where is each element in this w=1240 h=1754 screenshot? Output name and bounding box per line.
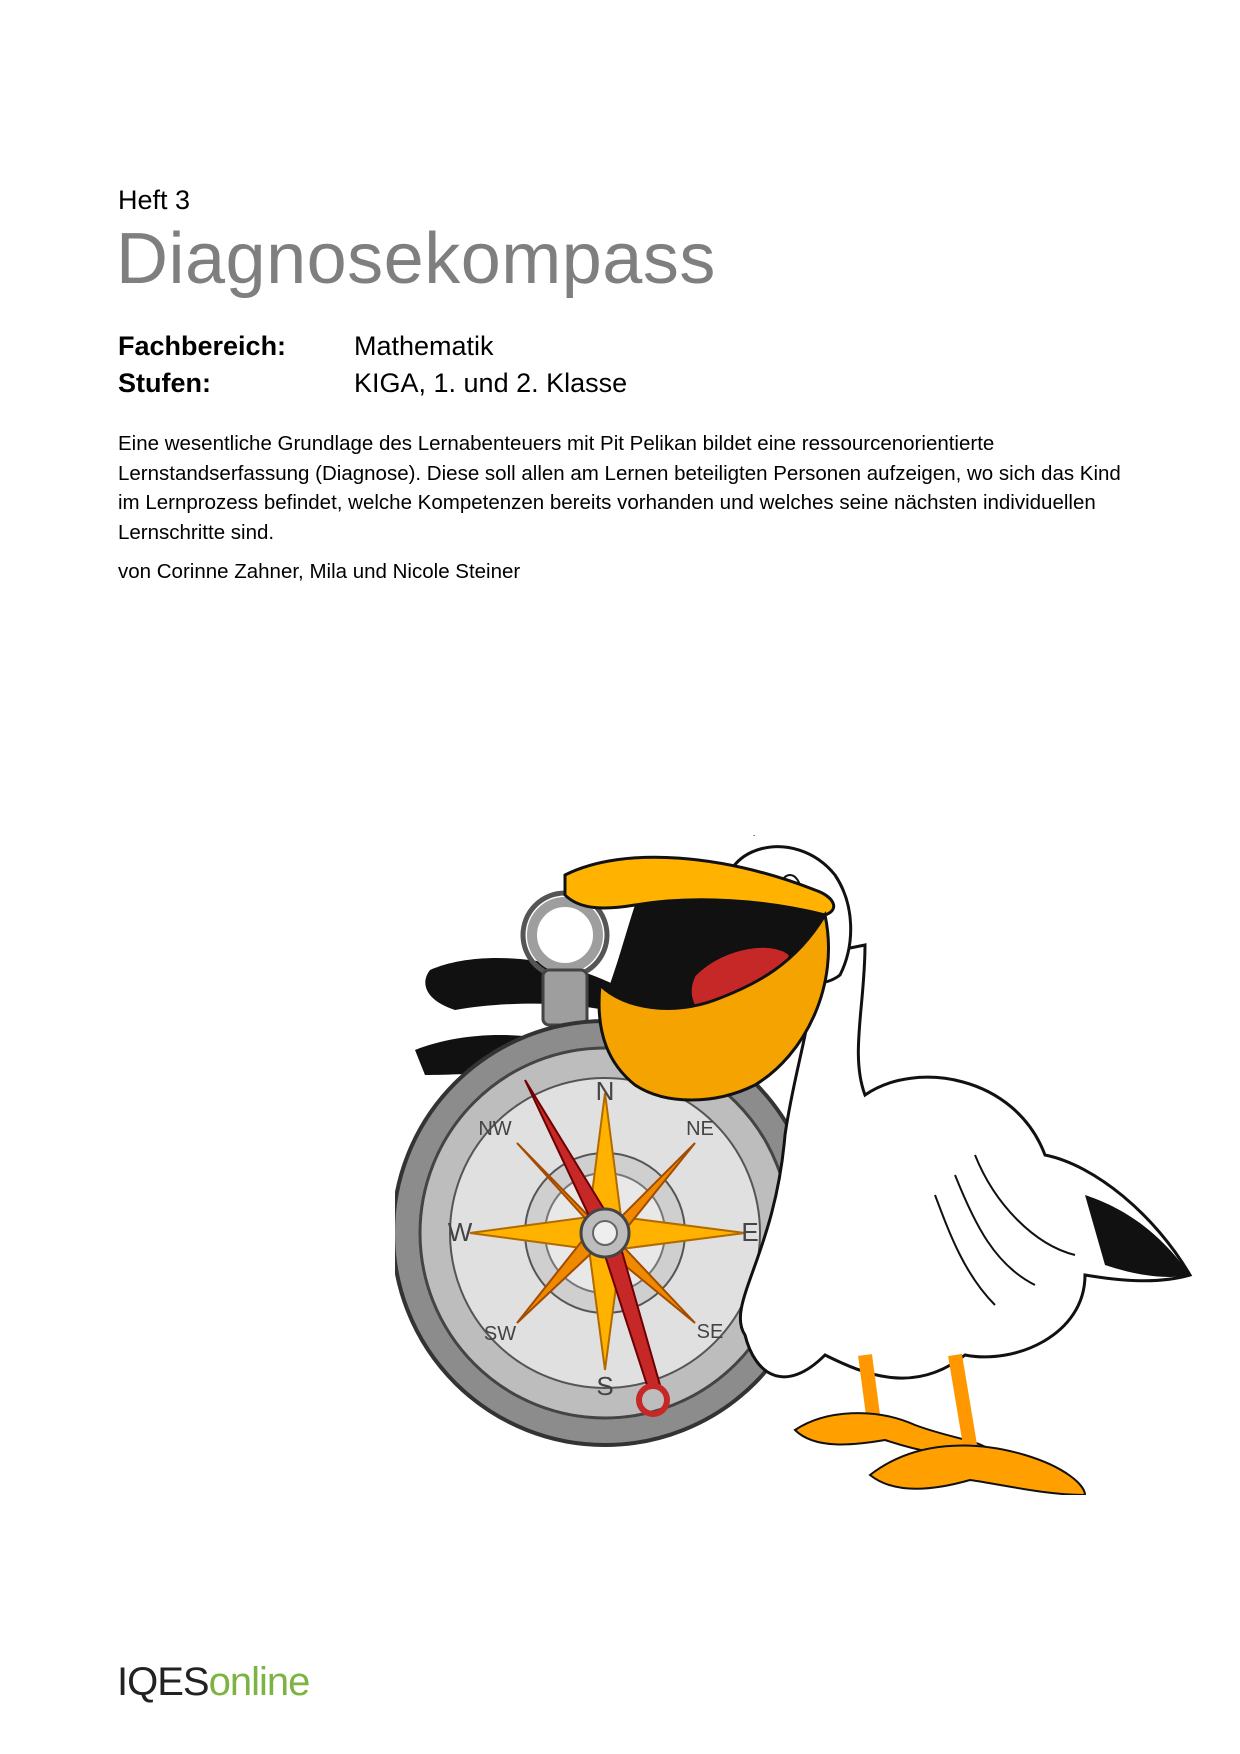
- pelican-leg-right: [955, 1355, 970, 1445]
- compass-e: E: [741, 1217, 759, 1247]
- page-title: Diagnosekompass: [116, 219, 716, 299]
- authors-line: von Corinne Zahner, Mila und Nicole Steiner: [118, 560, 521, 583]
- compass-se: SE: [696, 1321, 724, 1343]
- compass-crown: [543, 970, 587, 1025]
- compass-w: W: [447, 1217, 473, 1247]
- compass-n: N: [595, 1076, 615, 1106]
- stufen-value: KIGA, 1. und 2. Klasse: [354, 368, 628, 398]
- compass-s: S: [596, 1371, 614, 1401]
- fachbereich-label: Fachbereich:: [118, 331, 287, 361]
- fachbereich-value: Mathematik: [354, 331, 494, 361]
- issue-label: Heft 3: [118, 185, 191, 215]
- brand-logo[interactable]: [117, 1660, 309, 1705]
- compass-ne: NE: [686, 1118, 714, 1140]
- logo-part-online: online: [208, 1660, 310, 1704]
- pelican-foot-right: [870, 1445, 1085, 1495]
- compass-sw: SW: [483, 1323, 517, 1345]
- fachbereich-row: [118, 328, 627, 365]
- intro-paragraph: Eine wesentliche Grundlage des Lernabenteuers mit Pit Pelikan bildet eine ressourcenorientierte Lernstandserfassung (Diagnose). Diese soll allen am Lernen beteiligten Personen aufzeigen, wo sich das Kind im Lernprozess befindet, welche Kompetenzen bereits vorhanden und welches seine nächsten individuellen Lernschritte sind.: [118, 432, 1121, 544]
- compass-nw: NW: [478, 1118, 512, 1140]
- stufen-row: [118, 365, 627, 402]
- logo-part-iqes: IQES: [117, 1660, 209, 1704]
- stufen-label: Stufen:: [118, 368, 211, 398]
- meta-block: [118, 328, 627, 402]
- pelican-leg-left: [865, 1355, 873, 1415]
- pelican-compass-illustration: [395, 835, 1195, 1495]
